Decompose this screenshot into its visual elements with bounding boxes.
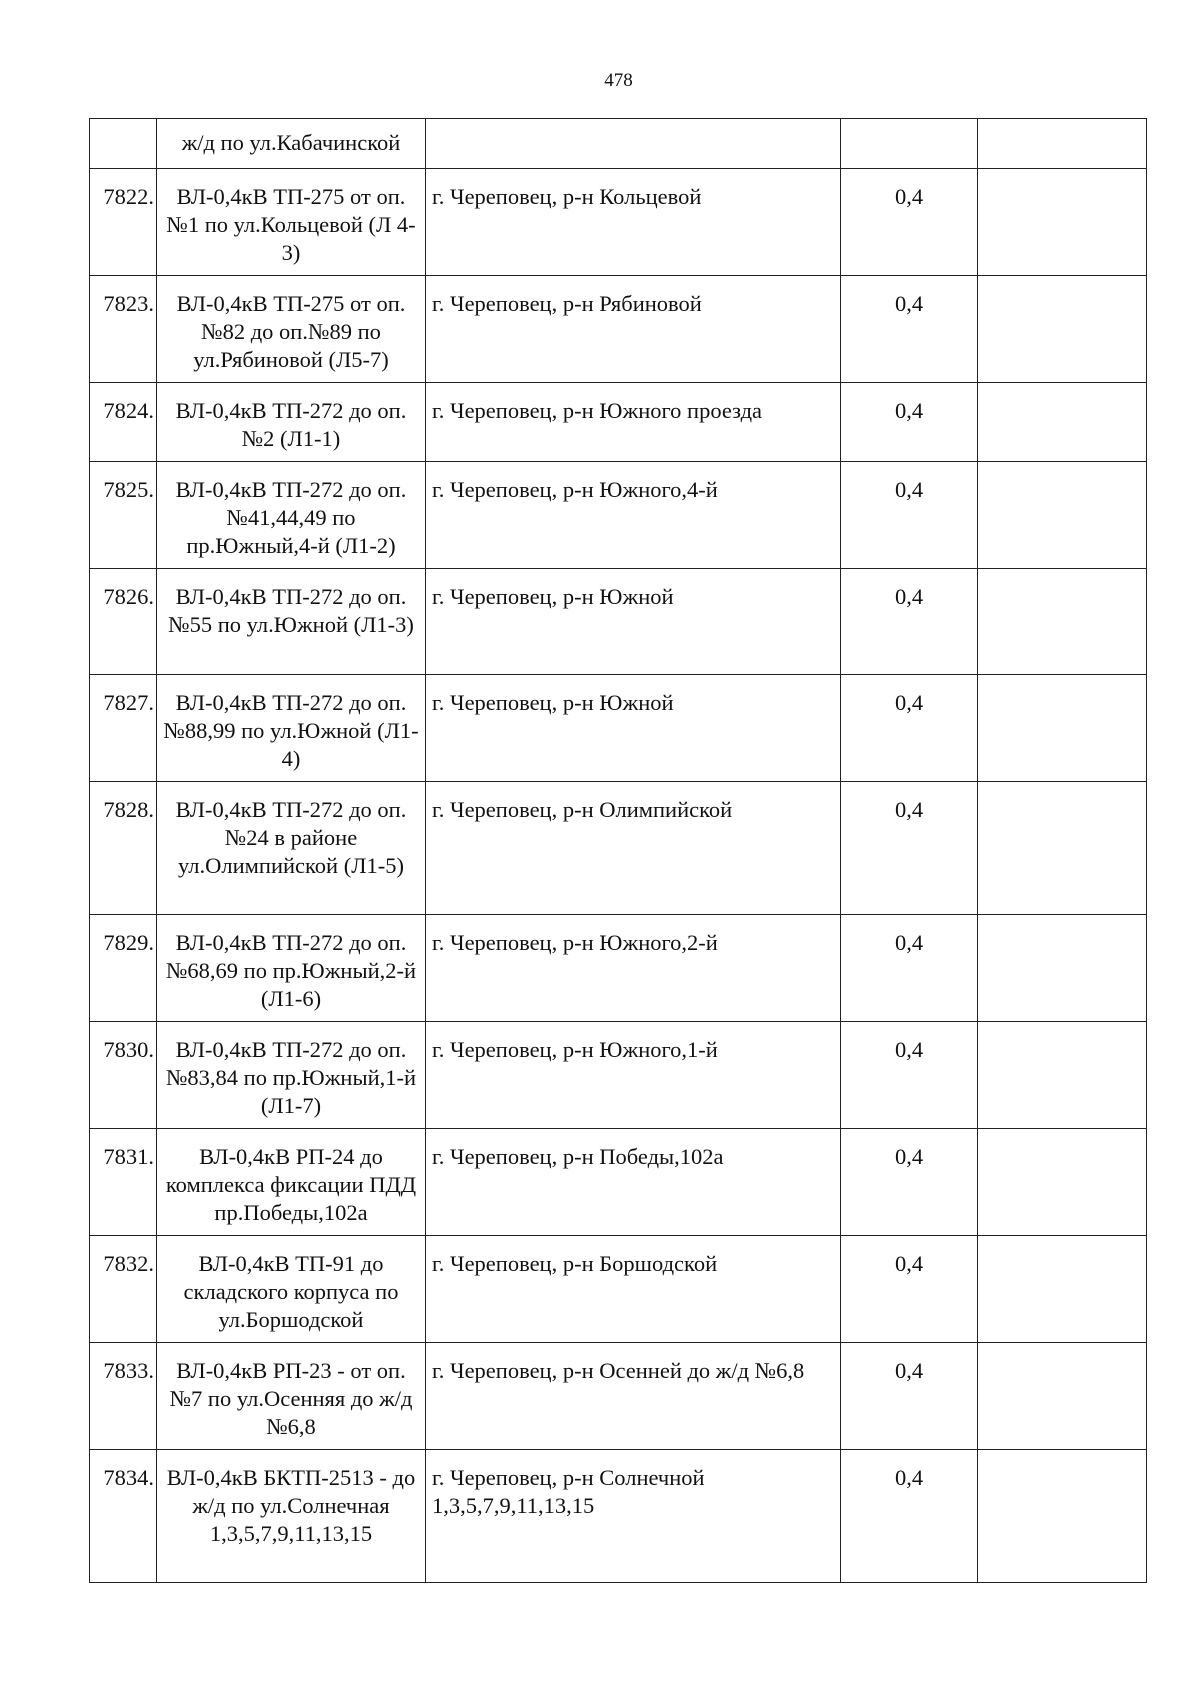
address-cell: г. Череповец, р-н Олимпийской: [426, 782, 841, 915]
line-name-cell: ВЛ-0,4кВ БКТП-2513 - до ж/д по ул.Солнечная 1,3,5,7,9,11,13,15: [157, 1450, 426, 1583]
address-cell: г. Череповец, р-н Победы,102а: [426, 1129, 841, 1236]
extra-cell: [978, 782, 1147, 915]
row-number-cell: 7825.: [90, 462, 157, 569]
voltage-cell: 0,4: [841, 1129, 978, 1236]
line-name-cell: ВЛ-0,4кВ РП-23 - от оп.№7 по ул.Осенняя до ж/д №6,8: [157, 1343, 426, 1450]
voltage-cell: 0,4: [841, 383, 978, 462]
voltage-cell: 0,4: [841, 1343, 978, 1450]
extra-cell: [978, 675, 1147, 782]
line-name-cell: ВЛ-0,4кВ ТП-275 от оп.№82 до оп.№89 по ул.Рябиновой (Л5-7): [157, 276, 426, 383]
address-cell: г. Череповец, р-н Южного,1-й: [426, 1022, 841, 1129]
page-number: 478: [604, 70, 633, 91]
row-number-cell: 7830.: [90, 1022, 157, 1129]
voltage-cell: 0,4: [841, 462, 978, 569]
voltage-cell: 0,4: [841, 675, 978, 782]
address-cell: г. Череповец, р-н Южного проезда: [426, 383, 841, 462]
extra-cell: [978, 119, 1147, 169]
extra-cell: [978, 1450, 1147, 1583]
table-row: [90, 675, 1147, 782]
line-name-cell: ВЛ-0,4кВ ТП-272 до оп.№24 в районе ул.Олимпийской (Л1-5): [157, 782, 426, 915]
voltage-cell: 0,4: [841, 1450, 978, 1583]
address-cell: г. Череповец, р-н Южной: [426, 675, 841, 782]
voltage-cell: 0,4: [841, 169, 978, 276]
address-cell: г. Череповец, р-н Осенней до ж/д №6,8: [426, 1343, 841, 1450]
registry-table: [89, 118, 1147, 1583]
voltage-cell: 0,4: [841, 569, 978, 675]
row-number-cell: 7823.: [90, 276, 157, 383]
address-cell: г. Череповец, р-н Рябиновой: [426, 276, 841, 383]
table-row: [90, 1450, 1147, 1583]
row-number-cell: 7832.: [90, 1236, 157, 1343]
table-row: [90, 1129, 1147, 1236]
extra-cell: [978, 569, 1147, 675]
address-cell: г. Череповец, р-н Солнечной 1,3,5,7,9,11,13,15: [426, 1450, 841, 1583]
table-row: [90, 383, 1147, 462]
row-number-cell: 7824.: [90, 383, 157, 462]
table-row: [90, 462, 1147, 569]
line-name-cell: ВЛ-0,4кВ ТП-272 до оп.№41,44,49 по пр.Южный,4-й (Л1-2): [157, 462, 426, 569]
address-cell: г. Череповец, р-н Кольцевой: [426, 169, 841, 276]
row-number-cell: 7831.: [90, 1129, 157, 1236]
table-row: [90, 782, 1147, 915]
table-row: [90, 169, 1147, 276]
line-name-cell: ВЛ-0,4кВ ТП-272 до оп.№55 по ул.Южной (Л1-3): [157, 569, 426, 675]
address-cell: г. Череповец, р-н Южной: [426, 569, 841, 675]
line-name-cell: ВЛ-0,4кВ ТП-91 до складского корпуса по ул.Боршодской: [157, 1236, 426, 1343]
line-name-cell: ВЛ-0,4кВ РП-24 до комплекса фиксации ПДД пр.Победы,102а: [157, 1129, 426, 1236]
line-name-cell: ВЛ-0,4кВ ТП-272 до оп.№83,84 по пр.Южный,1-й (Л1-7): [157, 1022, 426, 1129]
address-cell: [426, 119, 841, 169]
row-number-cell: 7833.: [90, 1343, 157, 1450]
extra-cell: [978, 1129, 1147, 1236]
row-number-cell: 7828.: [90, 782, 157, 915]
extra-cell: [978, 915, 1147, 1022]
table-row: [90, 1343, 1147, 1450]
voltage-cell: 0,4: [841, 1022, 978, 1129]
voltage-cell: 0,4: [841, 1236, 978, 1343]
table-row: [90, 915, 1147, 1022]
table-row: [90, 1022, 1147, 1129]
extra-cell: [978, 462, 1147, 569]
line-name-cell: ВЛ-0,4кВ ТП-272 до оп.№2 (Л1-1): [157, 383, 426, 462]
table-row: [90, 1236, 1147, 1343]
row-number-cell: [90, 119, 157, 169]
voltage-cell: 0,4: [841, 782, 978, 915]
line-name-cell: ВЛ-0,4кВ ТП-272 до оп.№68,69 по пр.Южный,2-й (Л1-6): [157, 915, 426, 1022]
address-cell: г. Череповец, р-н Южного,2-й: [426, 915, 841, 1022]
extra-cell: [978, 1236, 1147, 1343]
row-number-cell: 7827.: [90, 675, 157, 782]
row-number-cell: 7829.: [90, 915, 157, 1022]
address-cell: г. Череповец, р-н Боршодской: [426, 1236, 841, 1343]
extra-cell: [978, 1022, 1147, 1129]
voltage-cell: [841, 119, 978, 169]
row-number-cell: 7826.: [90, 569, 157, 675]
extra-cell: [978, 169, 1147, 276]
line-name-cell: ВЛ-0,4кВ ТП-272 до оп.№88,99 по ул.Южной (Л1-4): [157, 675, 426, 782]
table-row: [90, 569, 1147, 675]
extra-cell: [978, 383, 1147, 462]
line-name-cell: ж/д по ул.Кабачинской: [157, 119, 426, 169]
voltage-cell: 0,4: [841, 915, 978, 1022]
table-row: [90, 119, 1147, 169]
extra-cell: [978, 276, 1147, 383]
row-number-cell: 7834.: [90, 1450, 157, 1583]
voltage-cell: 0,4: [841, 276, 978, 383]
line-name-cell: ВЛ-0,4кВ ТП-275 от оп.№1 по ул.Кольцевой (Л 4-3): [157, 169, 426, 276]
extra-cell: [978, 1343, 1147, 1450]
address-cell: г. Череповец, р-н Южного,4-й: [426, 462, 841, 569]
table-row: [90, 276, 1147, 383]
row-number-cell: 7822.: [90, 169, 157, 276]
registry-table-body: [90, 119, 1147, 1583]
